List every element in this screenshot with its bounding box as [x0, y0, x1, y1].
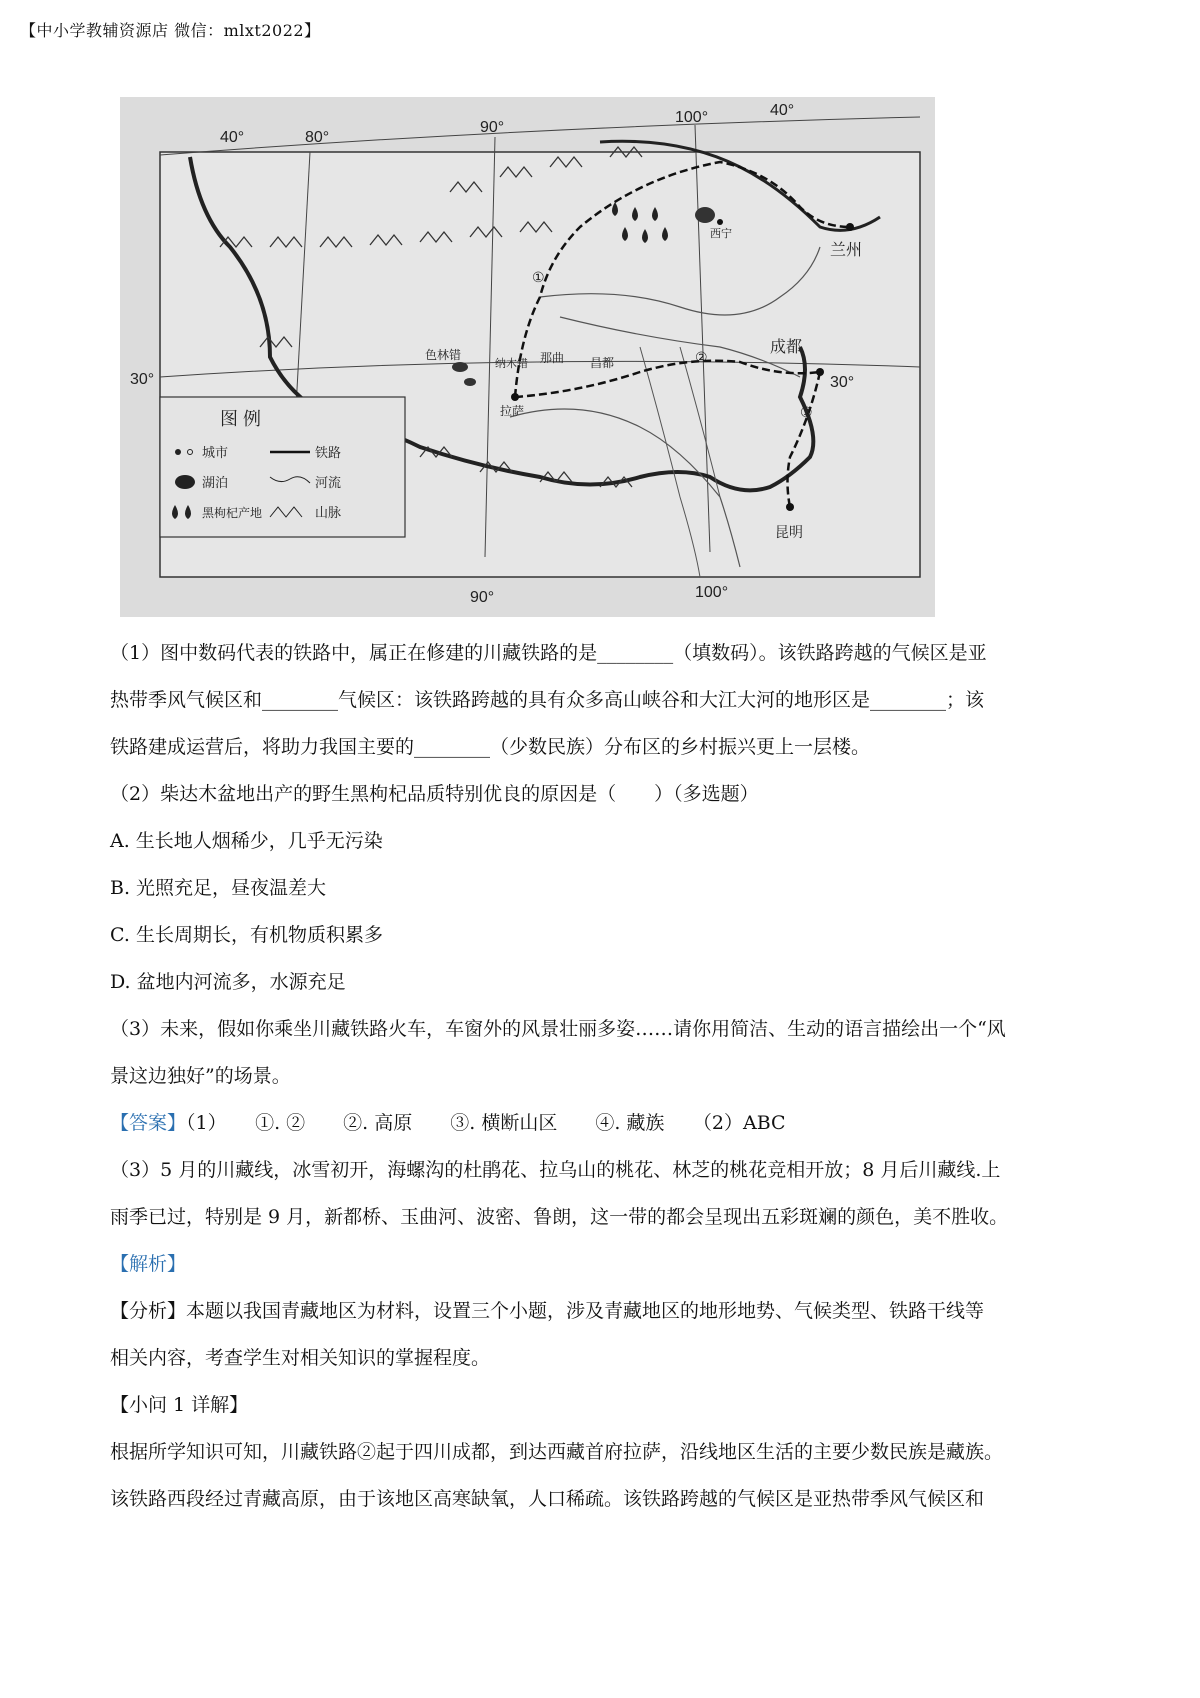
answer-items: （1） ①. ② ②. 高原 ③. 横断山区 ④. 藏族 （2）ABC [186, 1112, 786, 1134]
legend-title: 图 例 [220, 409, 262, 429]
analysis-detail2: 该铁路西段经过青藏高原，由于该地区高寒缺氧，人口稀疏。该铁路跨越的气候区是亚热带季风气候区和 [110, 1488, 985, 1510]
city-label-kunming: 昆明 [775, 524, 803, 540]
legend-lake: 湖泊 [202, 475, 229, 490]
lat-label-30-left: 30° [130, 371, 155, 388]
city-label-changdu: 昌都 [590, 356, 615, 370]
analysis-fenxi1: 【分析】本题以我国青藏地区为材料，设置三个小题，涉及青藏地区的地形地势、气候类型、铁路干线等 [110, 1300, 985, 1322]
document-body [110, 630, 1100, 1523]
legend-river: 河流 [315, 475, 342, 490]
city-lhasa-dot [511, 393, 519, 401]
answer-line2: （3）5 月的川藏线，冰雪初开，海螺沟的杜鹃花、拉乌山的桃花、林芝的桃花竞相开放；8 月后川藏线.上 [110, 1159, 1001, 1181]
map-svg [120, 97, 935, 617]
lon-label-100: 100° [675, 109, 709, 126]
q1-line2: 热带季风气候区和________气候区：该铁路跨越的具有众多高山峡谷和大江大河的地形区是________；该 [110, 689, 985, 711]
q2-option-d: D. 盆地内河流多，水源充足 [110, 971, 346, 993]
rail-number-1: ① [532, 269, 545, 285]
rail-number-3: ③ [800, 404, 813, 420]
answer-line3: 雨季已过，特别是 9 月，新都桥、玉曲河、波密、鲁朗，这一带的都会呈现出五彩斑斓的颜色，美不胜收。 [110, 1206, 1009, 1228]
legend-city: 城市 [202, 445, 229, 460]
city-label-chengdu: 成都 [770, 339, 803, 356]
city-label-naqu: 那曲 [540, 351, 565, 365]
q2-option-c: C. 生长周期长，有机物质积累多 [110, 924, 383, 946]
lon-label-40: 40° [220, 129, 245, 146]
analysis-fenxi2: 相关内容，考查学生对相关知识的掌握程度。 [110, 1347, 491, 1369]
city-xining-dot [717, 219, 723, 225]
city-chengdu-dot [816, 368, 824, 376]
analysis-label: 【解析】 [110, 1253, 187, 1275]
header-watermark: 【中小学教辅资源店 微信：mlxt2022】 [20, 21, 321, 40]
city-label-xining: 西宁 [710, 228, 732, 240]
lon-label-80: 80° [305, 129, 330, 146]
lon-label-90: 90° [480, 119, 505, 136]
city-label-lanzhou: 兰州 [830, 242, 863, 259]
q2-option-b: B. 光照充足，昼夜温差大 [110, 877, 327, 899]
q2-option-a: A. 生长地人烟稀少，几乎无污染 [110, 830, 383, 852]
answer-label: 【答案】 [110, 1112, 187, 1134]
rail-number-2: ② [695, 349, 708, 365]
q1-line3: 铁路建成运营后，将助力我国主要的________（少数民族）分布区的乡村振兴更上一层楼。 [110, 736, 871, 758]
city-label-lhasa: 拉萨 [500, 404, 525, 418]
qinghai-tibet-map [120, 97, 935, 617]
q2-stem: （2）柴达木盆地出产的野生黑枸杞品质特别优良的原因是（ ）（多选题） [110, 783, 759, 805]
lake-seling [452, 362, 468, 372]
legend-wolfberry: 黑枸杞产地 [202, 506, 263, 520]
legend-railway: 铁路 [315, 445, 342, 460]
lat-label-40: 40° [770, 102, 795, 119]
lake-2 [464, 378, 476, 386]
city-label-seling: 色林错 [425, 348, 462, 362]
parallel-40 [160, 117, 920, 155]
lon-label-100-bottom: 100° [695, 584, 729, 601]
analysis-sub-label: 【小问 1 详解】 [110, 1394, 249, 1416]
city-kunming-dot [786, 503, 794, 511]
lon-label-90-bottom: 90° [470, 589, 495, 606]
answer-line1 [110, 1100, 1100, 1147]
q3-line1: （3）未来，假如你乘坐川藏铁路火车，车窗外的风景壮丽多姿……请你用简洁、生动的语言描绘出一个“风 [110, 1018, 1006, 1040]
legend-mountain: 山脉 [315, 505, 342, 520]
city-lanzhou-dot [846, 223, 854, 231]
q1-line1: （1）图中数码代表的铁路中，属正在修建的川藏铁路的是________（填数码）。该铁路跨越的气候区是亚 [110, 642, 987, 664]
lat-label-30-right: 30° [830, 374, 855, 391]
map-legend [160, 397, 405, 537]
city-label-namucuo: 纳木错 [495, 358, 528, 370]
analysis-detail1: 根据所学知识可知，川藏铁路②起于四川成都，到达西藏首府拉萨，沿线地区生活的主要少数民族是藏族。 [110, 1441, 1004, 1463]
q3-line2: 景这边独好”的场景。 [110, 1065, 291, 1087]
lake-qinghai [695, 207, 715, 223]
